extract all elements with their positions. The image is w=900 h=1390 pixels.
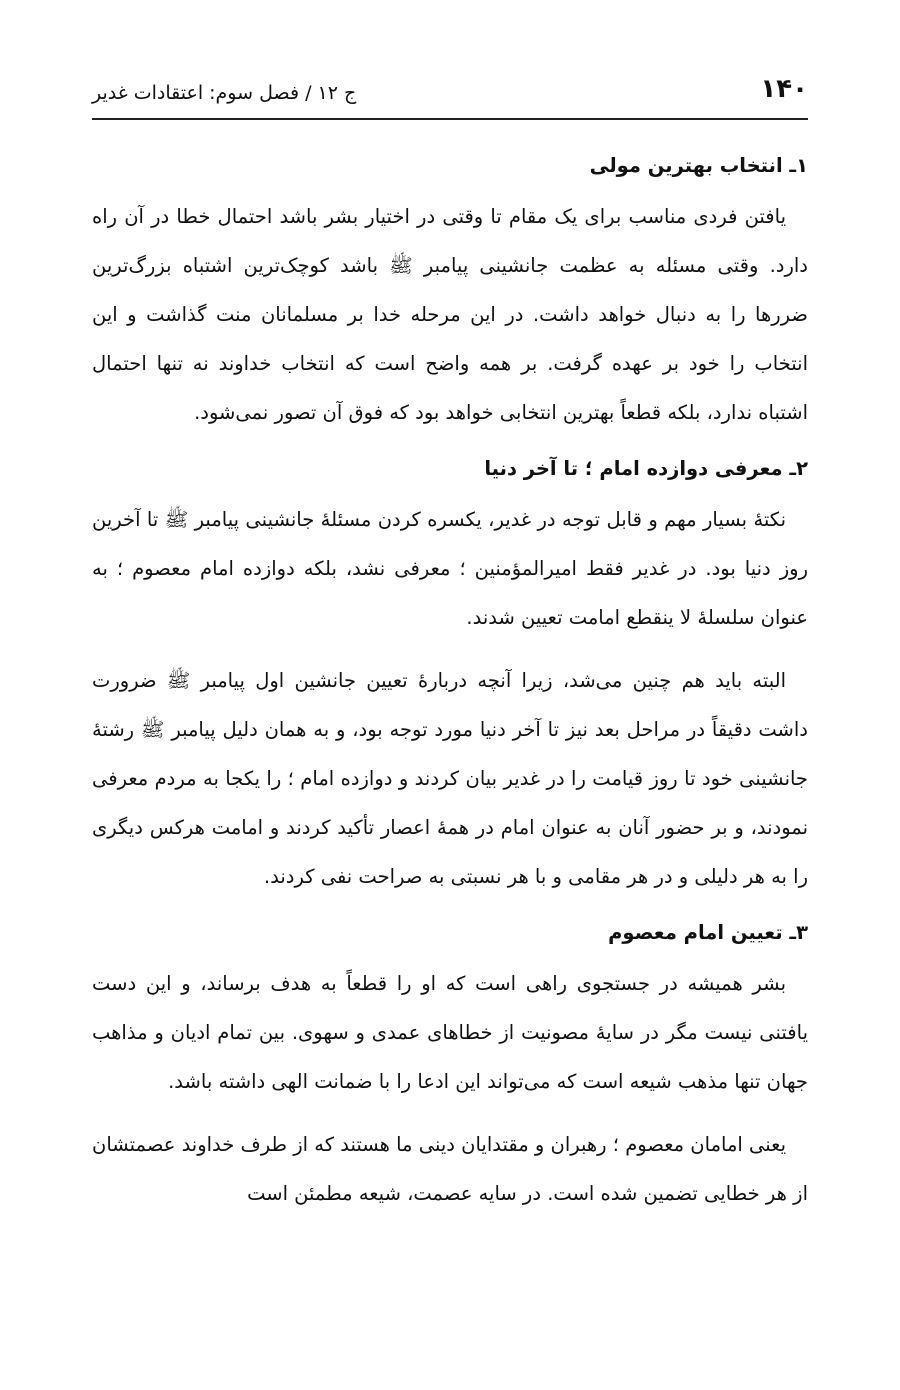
paragraph: البته باید هم چنین می‌شد، زیرا آنچه دربارهٔ تعیین جانشین اول پیامبر ﷺ ضرورت داشت دقیقاً در مراحل بعد نیز تا آخر دنیا مورد توجه بود، و به همان دلیل پیامبر ﷺ رشتهٔ جانشینی خود تا روز قیامت را در غدیر بیان کردند و دوازده امام ؛ را یکجا به مردم معرفی نمودند، و بر حضور آنان به عنوان امام در همهٔ اعصار تأکید کردند و امامت هرکس دیگری را به هر دلیلی و در هر مقامی و با هر نسبتی به صراحت نفی کردند. bbox=[92, 669, 808, 888]
paragraph: نکتهٔ بسیار مهم و قابل توجه در غدیر، یکسره کردن مسئلهٔ جانشینی پیامبر ﷺ تا آخرین روز دنیا بود. در غدیر فقط امیرالمؤمنین ؛ معرفی نشد، بلکه دوازده امام معصوم ؛ به عنوان سلسلهٔ لا ینقطع امامت تعیین شدند. bbox=[92, 508, 808, 629]
page-body bbox=[92, 120, 808, 1218]
section-heading: ۲ـ معرفی دوازده امام ؛ تا آخر دنیا bbox=[484, 457, 808, 480]
running-header-title: ج ۱۲ / فصل سوم: اعتقادات غدیر bbox=[92, 82, 357, 104]
paragraph: یعنی امامان معصوم ؛ رهبران و مقتدایان دینی ما هستند که از طرف خداوند عصمتشان از هر خطایی تضمین شده است. در سایه عصمت، شیعه مطمئن است bbox=[92, 1133, 808, 1205]
section-2 bbox=[92, 451, 808, 901]
paragraph: یافتن فردی مناسب برای یک مقام تا وقتی در اختیار بشر باشد احتمال خطا در آن راه دارد. وقتی مسئله به عظمت جانشینی پیامبر ﷺ باشد کوچک‌ترین اشتباه بزرگ‌ترین ضررها را به دنبال خواهد داشت. در این مرحله خدا بر مسلمانان منت گذاشت و این انتخاب را خود بر عهده گرفت. بر همه واضح است که انتخاب خداوند نه تنها احتمال اشتباه ندارد، بلکه قطعاً بهترین انتخابی خواهد بود که فوق آن تصور نمی‌شود. bbox=[92, 205, 808, 424]
page-number: ۱۴۰ bbox=[760, 74, 808, 104]
section-heading: ۳ـ تعیین امام معصوم bbox=[608, 921, 808, 944]
paragraph: بشر همیشه در جستجوی راهی است که او را قطعاً به هدف برساند، و این دست یافتنی نیست مگر در سایهٔ مصونیت از خطاهای عمدی و سهوی. بین تمام ادیان و مذاهب جهان تنها مذهب شیعه است که می‌تواند این ادعا را با ضمانت الهی داشته باشد. bbox=[92, 972, 808, 1093]
book-page bbox=[92, 62, 808, 1232]
section-3 bbox=[92, 915, 808, 1218]
running-header bbox=[92, 62, 808, 120]
section-1 bbox=[92, 148, 808, 437]
section-heading: ۱ـ انتخاب بهترین مولی bbox=[589, 154, 808, 177]
